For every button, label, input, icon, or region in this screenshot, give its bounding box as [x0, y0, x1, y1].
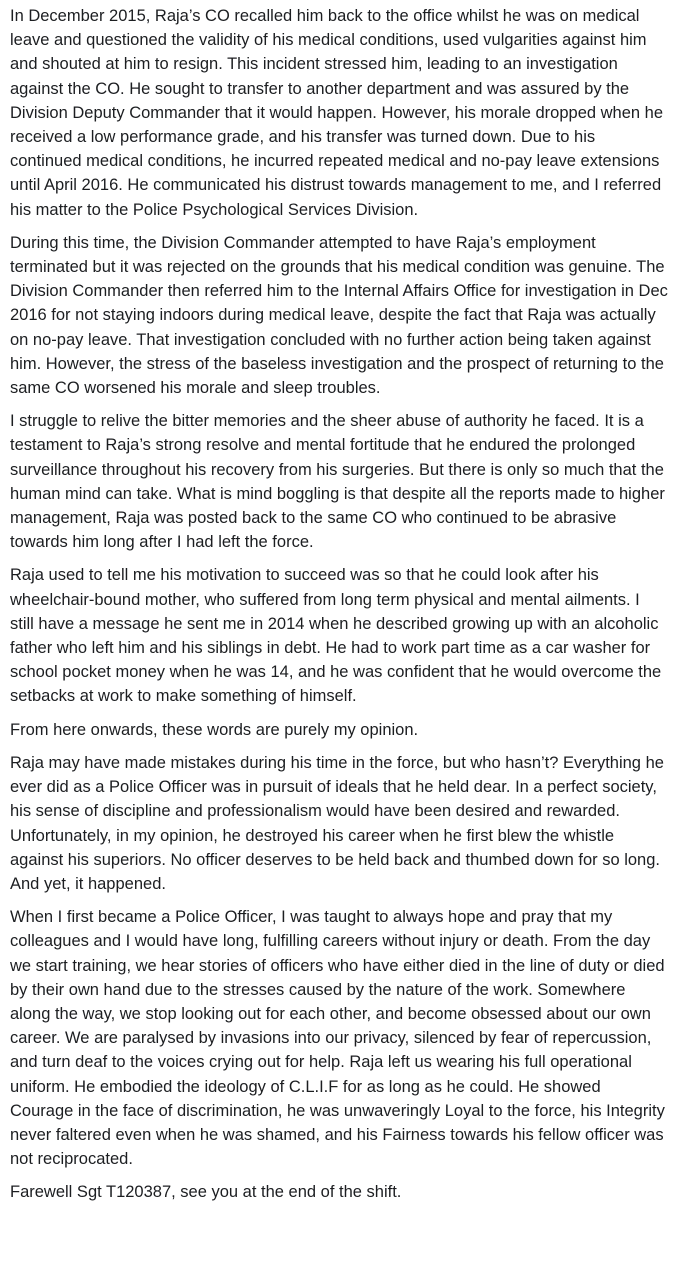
paragraph-farewell: Farewell Sgt T120387, see you at the end of the shift. [10, 1183, 402, 1202]
paragraph-december-2015: In December 2015, Raja’s CO recalled him back to the office whilst he was on medical leave and questioned the validity of his medical conditions, used vulgarities against him and shouted at him to resign. This incident stressed him, leading to an investigation against the CO. He sought to transfer to another department and was assured by the Division Deputy Commander that it would happen. However, his morale dropped when he received a low performance grade, and his transfer was turned down. Due to his continued medical conditions, he incurred repeated medical and no-pay leave extensions until April 2016. He communicated his distrust towards management to me, and I referred his matter to the Police Psychological Services Division. [10, 7, 664, 219]
paragraph-police-officer: When I first became a Police Officer, I was taught to always hope and pray that my colleagues and I would have long, fulfilling careers without injury or death. From the day we start training, we hear stories of officers who have either died in the line of duty or died by their own hand due to the stresses caused by the nature of the work. Somewhere along the way, we stop looking out for each other, and become obsessed about our own career. We are paralysed by invasions into our privacy, silenced by fear of repercussion, and turn deaf to the voices crying out for help. Raja left us wearing his full operational uniform. He embodied the ideology of C.L.I.F for as long as he could. He showed Courage in the face of discrimination, he was unwaveringly Loyal to the force, his Integrity never faltered even when he was shamed, and his Fairness towards his fellow officer was not reciprocated. [10, 908, 665, 1169]
paragraph-division-commander: During this time, the Division Commander attempted to have Raja’s employment terminated but it was rejected on the grounds that his medical condition was genuine. The Division Commander then referred him to the Internal Affairs Office for investigation in Dec 2016 for not staying indoors during medical leave, despite the fact that Raja was actually on no-pay leave. That investigation concluded with no further action being taken against him. However, the stress of the baseless investigation and the prospect of returning to the same CO worsened his morale and sleep troubles. [10, 233, 668, 398]
post-body [10, 4, 668, 1205]
paragraph-mistakes: Raja may have made mistakes during his time in the force, but who hasn’t? Everything he ever did as a Police Officer was in pursuit of ideals that he held dear. In a perfect society, his sense of discipline and professionalism would have been desired and rewarded. Unfortunately, in my opinion, he destroyed his career when he first blew the whistle against his superiors. No officer deserves to be held back and thumbed down for so long. And yet, it happened. [10, 753, 664, 893]
paragraph-opinion-note: From here onwards, these words are purely my opinion. [10, 720, 419, 739]
paragraph-motivation: Raja used to tell me his motivation to succeed was so that he could look after his wheelchair-bound mother, who suffered from long term physical and mental ailments. I still have a message he sent me in 2014 when he described growing up with an alcoholic father who left him and his siblings in debt. He had to work part time as a car washer for school pocket money when he was 14, and he was confident that he would overcome the setbacks at work to make something of himself. [10, 566, 662, 706]
paragraph-bitter-memories: I struggle to relive the bitter memories and the sheer abuse of authority he faced. It is a testament to Raja’s strong resolve and mental fortitude that he endured the prolonged surveillance throughout his recovery from his surgeries. But there is only so much that the human mind can take. What is mind boggling is that despite all the reports made to higher management, Raja was posted back to the same CO who continued to be abrasive towards him long after I had left the force. [10, 412, 665, 552]
